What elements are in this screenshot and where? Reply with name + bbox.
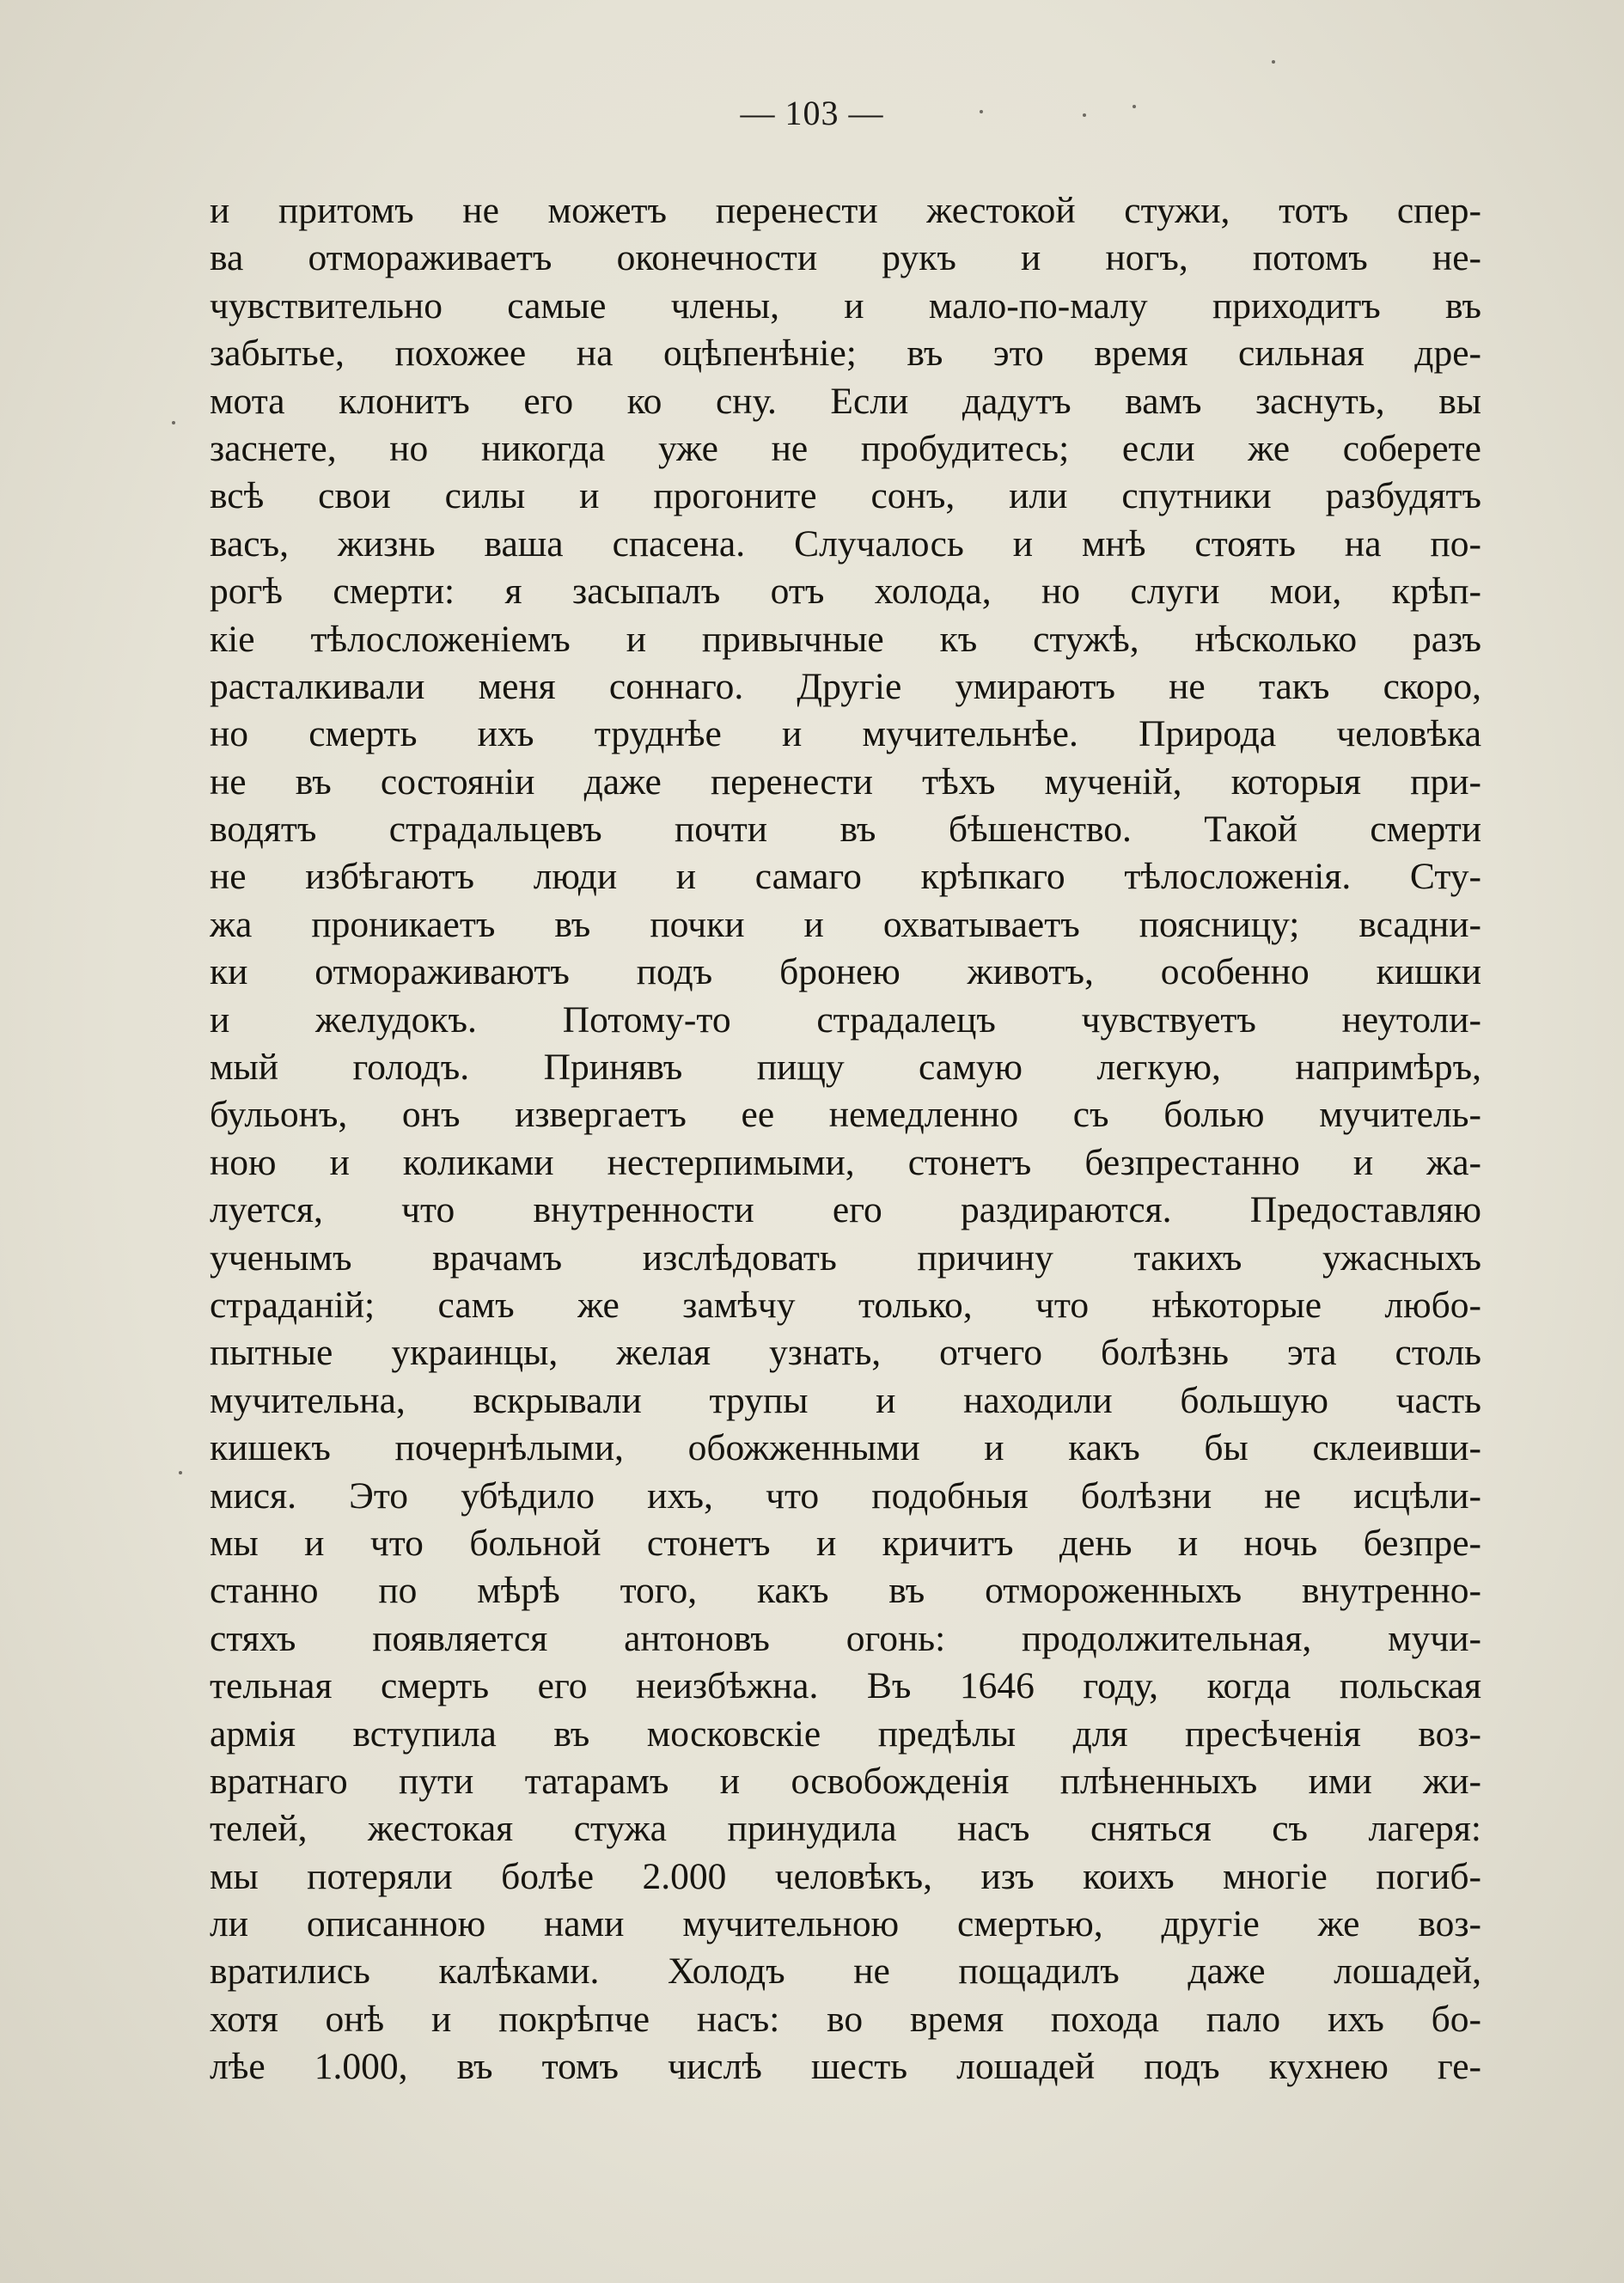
text-line: мота клонитъ его ко сну. Если дадутъ вамъ заснуть, вы [210,380,1481,422]
print-speck [1133,105,1136,108]
text-line: бульонъ, онъ извергаетъ ее немедленно съ болью мучитель- [210,1094,1481,1136]
text-line: кіе тѣлосложеніемъ и привычные къ стужѣ, нѣсколько разъ [210,618,1481,660]
text-line: всѣ свои силы и прогоните сонъ, или спутники разбудятъ [210,475,1481,517]
text-line: страданій; самъ же замѣчу только, что нѣкоторые любо- [210,1284,1481,1326]
text-line: рогѣ смерти: я засыпалъ отъ холода, но слуги мои, крѣп- [210,571,1481,613]
text-line: и притомъ не можетъ перенести жестокой стужи, тотъ спер- [210,190,1481,231]
text-line: ученымъ врачамъ изслѣдовать причину такихъ ужасныхъ [210,1236,1481,1279]
text-line: расталкивали меня соннаго. Другіе умираютъ не такъ скоро, [210,665,1481,707]
text-line: мися. Это убѣдило ихъ, что подобныя болѣзни не исцѣли- [210,1474,1481,1517]
text-line: пытные украинцы, желая узнать, отчего болѣзнь эта столь [210,1332,1481,1374]
text-line: телей, жестокая стужа принудила насъ сняться съ лагеря: [210,1808,1481,1850]
text-line: чувствительно самые члены, и мало-по-малу приходитъ въ [210,284,1481,327]
text-line: станно по мѣрѣ того, какъ въ отмороженныхъ внутренно- [210,1570,1481,1612]
text-line: не избѣгаютъ люди и самаго крѣпкаго тѣлосложенія. Сту- [210,856,1481,898]
text-line: тельная смерть его неизбѣжна. Въ 1646 году, когда польская [210,1665,1481,1707]
print-speck [980,110,983,113]
text-line: но смерть ихъ труднѣе и мучительнѣе. Природа человѣка [210,713,1481,755]
text-line: хотя онѣ и покрѣпче насъ: во время похода пало ихъ бо- [210,1998,1481,2040]
text-line: стяхъ появляется антоновъ огонь: продолжительная, мучи- [210,1617,1481,1659]
text-line: мый голодъ. Принявъ пищу самую легкую, напримѣръ, [210,1047,1481,1089]
text-line: лѣе 1.000, въ томъ числѣ шесть лошадей подъ кухнею ге- [210,2046,1481,2088]
text-line: вратились калѣками. Холодъ не пощадилъ даже лошадей, [210,1950,1481,1993]
body-text [210,187,1481,2091]
text-line: ною и коликами нестерпимыми, стонетъ безпрестанно и жа- [210,1141,1481,1183]
text-line: армія вступила въ московскіе предѣлы для пресѣченія воз- [210,1712,1481,1755]
text-line: и желудокъ. Потому-то страдалецъ чувствуетъ неутоли- [210,998,1481,1041]
text-line: кишекъ почернѣлыми, обожженными и какъ бы склеивши- [210,1427,1481,1469]
text-line: луется, что внутренности его раздираются. Предоставляю [210,1189,1481,1231]
text-line: вратнаго пути татарамъ и освобожденія плѣненныхъ ими жи- [210,1760,1481,1802]
text-line: васъ, жизнь ваша спасена. Случалось и мнѣ стоять на по- [210,522,1481,565]
text-line: водятъ страдальцевъ почти въ бѣшенство. Такой смерти [210,809,1481,851]
text-line: жа проникаетъ въ почки и охватываетъ поясницу; всадни- [210,903,1481,945]
text-line: забытье, похожее на оцѣпенѣніе; въ это время сильная дре- [210,333,1481,375]
text-line: мы и что больной стонетъ и кричитъ день и ночь безпре- [210,1522,1481,1564]
text-line: ва отмораживаетъ оконечности рукъ и ногъ, потомъ не- [210,237,1481,279]
text-line: мы потеряли болѣе 2.000 человѣкъ, изъ коихъ многіе погиб- [210,1855,1481,1897]
print-speck [1083,113,1086,117]
text-line: мучительна, вскрывали трупы и находили большую часть [210,1379,1481,1421]
print-speck [1272,60,1275,64]
text-line: ли описанною нами мучительною смертью, другіе же воз- [210,1903,1481,1945]
text-line: ки отмораживаютъ подъ бронею животъ, особенно кишки [210,951,1481,993]
text-line: заснете, но никогда уже не пробудитесь; если же соберете [210,427,1481,469]
print-speck [179,1471,182,1474]
text-line: не въ состояніи даже перенести тѣхъ мученій, которыя при- [210,760,1481,803]
page-number: — 103 — [740,94,884,132]
print-speck [172,421,175,424]
